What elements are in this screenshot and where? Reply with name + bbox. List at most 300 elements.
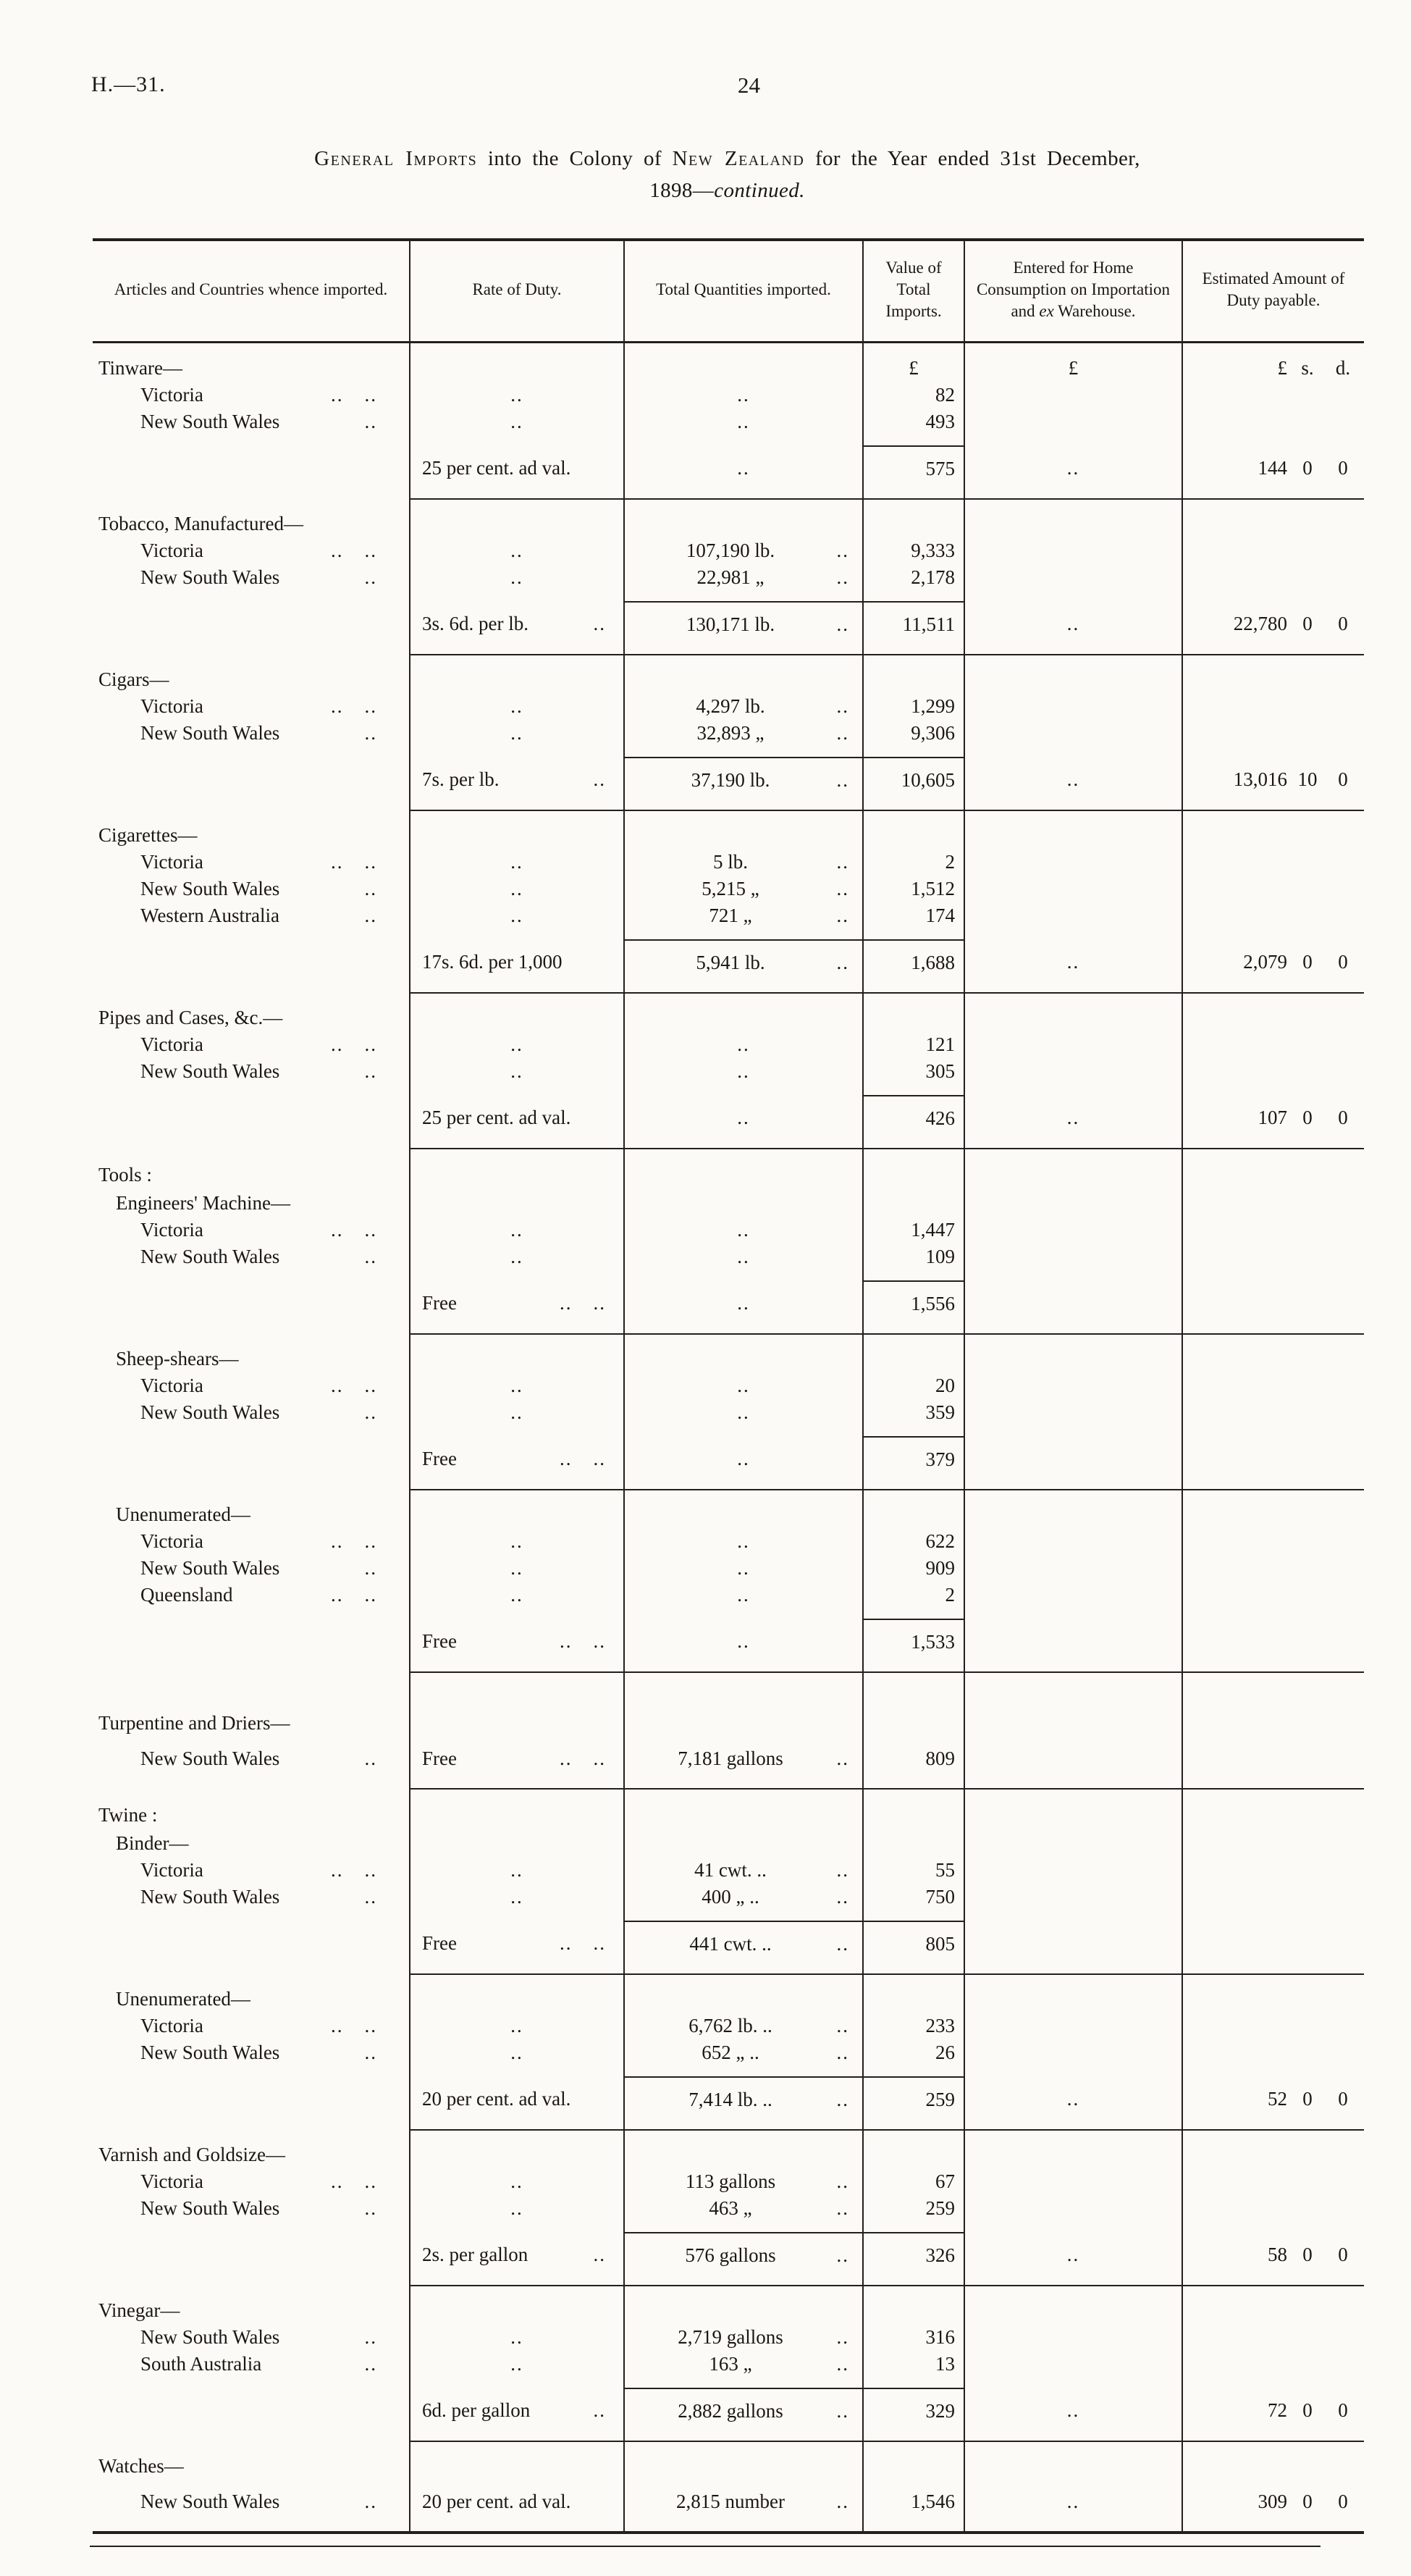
duty-amount-cell <box>1182 1334 1364 1372</box>
quantities-cell <box>624 2130 863 2168</box>
duty-shillings: 0 <box>1302 2243 1313 2265</box>
quantities-cell <box>624 1334 863 1372</box>
cell-content <box>631 564 856 591</box>
articles-cell: Turpentine and Driers— <box>98 1711 290 1734</box>
leader-dots: .. .. <box>331 1374 377 1396</box>
cell-content <box>140 537 403 564</box>
entered-cell <box>964 1058 1182 1096</box>
value-cell: 9,306 <box>863 720 964 758</box>
rate-cell: .. <box>410 1884 624 1921</box>
rate-cell <box>410 1188 624 1217</box>
country-name: Victoria <box>140 1033 203 1055</box>
cell-content <box>1189 455 1358 482</box>
duty-pence: 0 <box>1338 612 1348 634</box>
header-row <box>93 240 1364 342</box>
cell-content <box>631 2398 856 2425</box>
value-cell: 1,299 <box>863 693 964 720</box>
country-name: New South Wales <box>140 1556 280 1579</box>
duty-amount-cell <box>1182 1789 1364 1829</box>
duty-amount-cell <box>1182 2351 1364 2388</box>
country-row <box>93 1399 1364 1437</box>
quantities-cell: .. <box>624 1281 863 1334</box>
articles-cell <box>93 602 410 655</box>
cell-content <box>416 2086 618 2113</box>
leader-dots: .. .. <box>331 2014 377 2036</box>
cell-content <box>140 2488 403 2515</box>
quantities-cell <box>624 655 863 693</box>
quantities-cell <box>624 2233 863 2286</box>
value-cell: 1,447 <box>863 1217 964 1243</box>
quantities-cell <box>624 602 863 655</box>
duty-amount-cell <box>1182 408 1364 446</box>
duty-pence: 0 <box>1338 2243 1348 2265</box>
page-number: 24 <box>738 72 760 98</box>
quantities-cell <box>624 2077 863 2130</box>
country-name: Victoria <box>140 1530 203 1552</box>
country-row <box>93 2039 1364 2077</box>
cell-content <box>631 2242 856 2269</box>
value-cell: 109 <box>863 1243 964 1281</box>
duty-amount-cell <box>1182 1096 1364 1149</box>
entered-cell: .. <box>964 758 1182 810</box>
entered-cell <box>964 655 1182 693</box>
ditto-dots: .. <box>836 877 849 899</box>
quantities-cell <box>624 2480 863 2533</box>
leader-dots: .. <box>364 410 377 432</box>
rate-value: 2s. per gallon <box>422 2243 528 2265</box>
duty-pounds: 58 <box>1268 2243 1287 2265</box>
articles-cell <box>93 382 410 408</box>
entered-cell <box>964 1737 1182 1789</box>
rate-cell: .. <box>410 849 624 876</box>
entered-cell <box>964 2324 1182 2351</box>
cell-content <box>416 1104 618 1131</box>
cell-content <box>140 1058 403 1085</box>
articles-cell <box>93 1243 410 1281</box>
entered-cell <box>964 408 1182 446</box>
country-name: New South Wales <box>140 2041 280 2063</box>
section-heading-row <box>93 342 1364 382</box>
entered-cell: .. <box>964 2077 1182 2130</box>
column-header-duty: Estimated Amount of Duty payable. <box>1182 240 1364 342</box>
quantity-value: 721 „ <box>709 904 752 926</box>
value-cell: 1,533 <box>863 1619 964 1672</box>
cell-content <box>631 1857 856 1884</box>
country-row <box>93 849 1364 876</box>
articles-cell <box>93 1031 410 1058</box>
total-row <box>93 446 1364 499</box>
value-cell: 909 <box>863 1555 964 1582</box>
rate-cell <box>410 1149 624 1188</box>
duty-amount-cell <box>1182 2388 1364 2441</box>
entered-cell <box>964 902 1182 940</box>
duty-pounds: 144 <box>1258 456 1287 479</box>
value-cell: 13 <box>863 2351 964 2388</box>
quantities-cell <box>624 2441 863 2480</box>
country-name: New South Wales <box>140 721 280 744</box>
duty-amount-cell <box>1182 1582 1364 1619</box>
country-name: New South Wales <box>140 2325 280 2348</box>
rate-cell: .. <box>410 876 624 902</box>
quantities-cell: .. <box>624 382 863 408</box>
rate-cell: .. <box>410 1372 624 1399</box>
quantities-cell <box>624 1149 863 1188</box>
ditto-dots: .. <box>836 695 849 717</box>
rate-cell <box>410 758 624 810</box>
value-cell: 82 <box>863 382 964 408</box>
entered-cell <box>964 1974 1182 2013</box>
leader-dots: .. .. <box>331 1583 377 1606</box>
leader-dots: .. .. <box>331 850 377 873</box>
entered-cell: .. <box>964 2388 1182 2441</box>
quantity-value: 5,941 lb. <box>696 951 765 973</box>
title-lead: General Imports <box>314 147 478 170</box>
ditto-dots: .. <box>593 612 606 634</box>
cell-content <box>140 693 403 720</box>
rate-cell <box>410 1829 624 1857</box>
rate-cell <box>410 446 624 499</box>
duty-pence: 0 <box>1338 456 1348 479</box>
duty-amount-cell <box>1182 1399 1364 1437</box>
entered-header-ex: ex <box>1039 301 1054 320</box>
ditto-dots: .. .. <box>560 1931 606 1954</box>
section-heading-row <box>93 2441 1364 2480</box>
country-name: New South Wales <box>140 1747 280 1769</box>
imports-table-body <box>93 342 1364 2533</box>
value-cell: 493 <box>863 408 964 446</box>
articles-cell: Watches— <box>98 2454 184 2477</box>
articles-cell: Vinegar— <box>98 2299 180 2321</box>
articles-cell <box>93 720 410 758</box>
quantities-cell: .. <box>624 408 863 446</box>
cell-content <box>1189 1104 1358 1131</box>
entered-cell <box>964 1884 1182 1921</box>
entered-cell <box>964 1528 1182 1555</box>
duty-amount-cell <box>1182 1829 1364 1857</box>
entered-cell <box>964 1217 1182 1243</box>
total-row <box>93 1281 1364 1334</box>
duty-shillings: 0 <box>1302 2399 1313 2421</box>
duty-amount-cell <box>1182 2233 1364 2286</box>
cell-content <box>1189 2397 1358 2424</box>
duty-shillings: 0 <box>1302 2490 1313 2512</box>
country-row <box>93 720 1364 758</box>
rate-cell <box>410 602 624 655</box>
cell-content <box>416 2241 618 2268</box>
value-cell: 809 <box>863 1737 964 1789</box>
entered-cell <box>964 876 1182 902</box>
articles-cell <box>93 2077 410 2130</box>
country-name: Victoria <box>140 1218 203 1241</box>
duty-amount-cell <box>1182 1672 1364 1737</box>
rate-cell <box>410 1437 624 1490</box>
value-cell <box>863 1829 964 1857</box>
duty-amount-cell <box>1182 1217 1364 1243</box>
country-row <box>93 693 1364 720</box>
rate-value: 20 per cent. ad val. <box>422 2087 571 2110</box>
cell-content <box>140 1555 403 1582</box>
cell-content <box>1189 355 1358 382</box>
duty-pounds: 309 <box>1258 2490 1287 2512</box>
duty-pence: d. <box>1335 356 1351 379</box>
articles-cell <box>93 1096 410 1149</box>
country-name: New South Wales <box>140 2197 280 2219</box>
cell-content <box>631 767 856 794</box>
country-row <box>93 1528 1364 1555</box>
entered-cell <box>964 993 1182 1031</box>
rate-cell <box>410 1672 624 1737</box>
quantities-cell <box>624 849 863 876</box>
duty-amount-cell <box>1182 758 1364 810</box>
country-row <box>93 2324 1364 2351</box>
duty-amount-cell <box>1182 2013 1364 2039</box>
section-heading-row <box>93 810 1364 849</box>
entered-cell: .. <box>964 940 1182 993</box>
rate-cell <box>410 1490 624 1528</box>
ditto-dots: .. <box>836 2352 849 2375</box>
duty-pounds: 13,016 <box>1233 768 1287 790</box>
duty-amount-cell <box>1182 940 1364 993</box>
quantities-cell <box>624 993 863 1031</box>
title-colony: New Zealand <box>672 147 805 170</box>
articles-cell <box>93 1399 410 1437</box>
entered-cell <box>964 2039 1182 2077</box>
currency-symbol-value: £ <box>863 342 964 382</box>
articles-cell <box>93 940 410 993</box>
rate-cell: .. <box>410 1555 624 1582</box>
page-title <box>88 143 1366 206</box>
duty-pence: 0 <box>1338 768 1348 790</box>
duty-amount-cell <box>1182 382 1364 408</box>
leader-dots: .. <box>364 1747 377 1769</box>
cell-content <box>631 2195 856 2222</box>
cell-content <box>140 2324 403 2351</box>
articles-cell: Tools : <box>98 1163 152 1186</box>
cell-content <box>631 611 856 638</box>
country-name: Victoria <box>140 2014 203 2036</box>
value-cell: 67 <box>863 2168 964 2195</box>
value-cell: 2,178 <box>863 564 964 602</box>
country-row <box>93 1884 1364 1921</box>
entered-cell <box>964 382 1182 408</box>
rate-cell: .. <box>410 2013 624 2039</box>
rate-cell: .. <box>410 1243 624 1281</box>
total-row <box>93 940 1364 993</box>
duty-amount-cell <box>1182 1857 1364 1884</box>
quantities-cell <box>624 810 863 849</box>
rate-value: 6d. per gallon <box>422 2399 531 2421</box>
duty-pounds: 2,079 <box>1243 950 1287 973</box>
duty-amount-cell <box>1182 993 1364 1031</box>
rate-cell: .. <box>410 2168 624 2195</box>
value-cell: 259 <box>863 2195 964 2233</box>
country-row <box>93 2168 1364 2195</box>
articles-cell <box>93 2351 410 2388</box>
duty-amount-cell <box>1182 1437 1364 1490</box>
column-header-value: Value of Total Imports. <box>863 240 964 342</box>
value-cell: 805 <box>863 1921 964 1974</box>
leader-dots: .. <box>364 2325 377 2348</box>
duty-pence: 0 <box>1338 2490 1348 2512</box>
articles-cell <box>93 1437 410 1490</box>
section-heading-row <box>93 499 1364 537</box>
value-cell: 20 <box>863 1372 964 1399</box>
articles-cell: Pipes and Cases, &c.— <box>98 1006 283 1028</box>
quantity-value: 41 cwt. .. <box>694 1858 767 1881</box>
value-cell <box>863 1974 964 2013</box>
rate-cell: .. <box>410 902 624 940</box>
quantities-cell: .. <box>624 1217 863 1243</box>
cell-content <box>140 1399 403 1426</box>
articles-cell <box>93 446 410 499</box>
quantities-cell <box>624 1974 863 2013</box>
total-row <box>93 1096 1364 1149</box>
country-name: South Australia <box>140 2352 262 2375</box>
rate-cell <box>410 655 624 693</box>
leader-dots: .. <box>364 2197 377 2219</box>
cell-content <box>140 2195 403 2222</box>
quantities-cell: .. <box>624 1555 863 1582</box>
ditto-dots: .. <box>836 1885 849 1908</box>
duty-amount-cell <box>1182 1372 1364 1399</box>
rate-value: Free <box>422 1291 457 1314</box>
title-dash: — <box>692 178 715 202</box>
cell-content <box>631 720 856 747</box>
value-cell: 622 <box>863 1528 964 1555</box>
value-cell: 305 <box>863 1058 964 1096</box>
articles-cell: Sheep-shears— <box>116 1347 239 1369</box>
quantities-cell: .. <box>624 1619 863 1672</box>
quantities-cell <box>624 2286 863 2324</box>
rate-value: Free <box>422 1447 457 1469</box>
duty-amount-cell <box>1182 2286 1364 2324</box>
country-row <box>93 2480 1364 2533</box>
rate-cell <box>410 2130 624 2168</box>
duty-amount-cell <box>1182 2077 1364 2130</box>
cell-content <box>416 611 618 637</box>
ditto-dots: .. <box>593 2243 606 2265</box>
quantities-cell <box>624 1188 863 1217</box>
articles-cell <box>93 2233 410 2286</box>
rate-value: 25 per cent. ad val. <box>422 456 571 479</box>
value-cell <box>863 1188 964 1217</box>
articles-cell: Cigars— <box>98 668 169 690</box>
ditto-dots: .. <box>836 721 849 744</box>
section-heading-row <box>93 1490 1364 1528</box>
group-heading-row <box>93 1789 1364 1829</box>
quantity-value: 400 „ .. <box>702 1885 759 1908</box>
title-tail: for the Year ended 31st December, <box>804 147 1140 170</box>
leader-dots: .. .. <box>331 1530 377 1552</box>
column-header-articles: Articles and Countries whence imported. <box>93 240 410 342</box>
duty-amount-cell <box>1182 2324 1364 2351</box>
section-heading-row <box>93 1188 1364 1217</box>
articles-cell: Unenumerated— <box>116 1987 250 2010</box>
country-name: Victoria <box>140 695 203 717</box>
value-cell: 379 <box>863 1437 964 1490</box>
rate-value: Free <box>422 1747 457 1769</box>
quantities-cell: .. <box>624 1096 863 1149</box>
duty-amount-cell <box>1182 2039 1364 2077</box>
leader-dots: .. <box>364 2041 377 2063</box>
value-cell: 10,605 <box>863 758 964 810</box>
articles-cell <box>93 2013 410 2039</box>
total-row <box>93 2233 1364 2286</box>
rate-cell <box>410 1737 624 1789</box>
cell-content <box>140 1857 403 1884</box>
rate-cell: .. <box>410 1857 624 1884</box>
entered-cell <box>964 1031 1182 1058</box>
entered-cell <box>964 1672 1182 1737</box>
cell-content <box>631 2168 856 2195</box>
quantities-cell: .. <box>624 446 863 499</box>
cell-content <box>631 1745 856 1772</box>
value-cell: 1,546 <box>863 2480 964 2533</box>
quantity-value: 163 „ <box>709 2352 752 2375</box>
quantity-value: 7,414 lb. .. <box>688 2088 772 2110</box>
country-row <box>93 2351 1364 2388</box>
quantities-cell: .. <box>624 1582 863 1619</box>
ditto-dots: .. <box>593 2399 606 2421</box>
articles-cell <box>93 758 410 810</box>
duty-amount-cell <box>1182 564 1364 602</box>
entered-cell <box>964 1555 1182 1582</box>
articles-cell <box>93 2195 410 2233</box>
ditto-dots: .. <box>836 2399 849 2422</box>
country-row <box>93 408 1364 446</box>
country-name: New South Wales <box>140 566 280 588</box>
ditto-dots: .. <box>836 2170 849 2192</box>
entered-cell <box>964 1188 1182 1217</box>
entered-cell <box>964 1582 1182 1619</box>
value-cell: 174 <box>863 902 964 940</box>
quantity-value: 107,190 lb. <box>686 539 775 561</box>
rate-cell: .. <box>410 382 624 408</box>
rate-value: 17s. 6d. per 1,000 <box>422 950 563 973</box>
entered-cell <box>964 537 1182 564</box>
cell-content <box>140 1884 403 1910</box>
ditto-dots: .. .. <box>560 1629 606 1652</box>
entered-cell <box>964 1437 1182 1490</box>
value-cell: 11,511 <box>863 602 964 655</box>
leader-dots: .. <box>364 2352 377 2375</box>
rate-cell: .. <box>410 2324 624 2351</box>
cell-content <box>140 849 403 876</box>
value-cell: 326 <box>863 2233 964 2286</box>
country-name: Victoria <box>140 1858 203 1881</box>
value-cell: 9,333 <box>863 537 964 564</box>
duty-amount-cell <box>1182 499 1364 537</box>
value-cell <box>863 1334 964 1372</box>
rate-cell <box>410 2286 624 2324</box>
cell-content <box>140 902 403 929</box>
entered-cell <box>964 1334 1182 1372</box>
value-cell <box>863 1672 964 1737</box>
value-cell: 1,688 <box>863 940 964 993</box>
country-row <box>93 382 1364 408</box>
total-row <box>93 1437 1364 1490</box>
rate-cell: .. <box>410 564 624 602</box>
cell-content <box>140 1217 403 1243</box>
quantity-value: 22,981 „ <box>696 566 765 588</box>
duty-amount-cell <box>1182 1528 1364 1555</box>
duty-pounds: £ <box>1277 356 1287 379</box>
articles-cell: Unenumerated— <box>116 1503 250 1525</box>
currency-symbol-entered: £ <box>964 342 1182 382</box>
total-row <box>93 2388 1364 2441</box>
section-heading-row <box>93 993 1364 1031</box>
total-row <box>93 1921 1364 1974</box>
